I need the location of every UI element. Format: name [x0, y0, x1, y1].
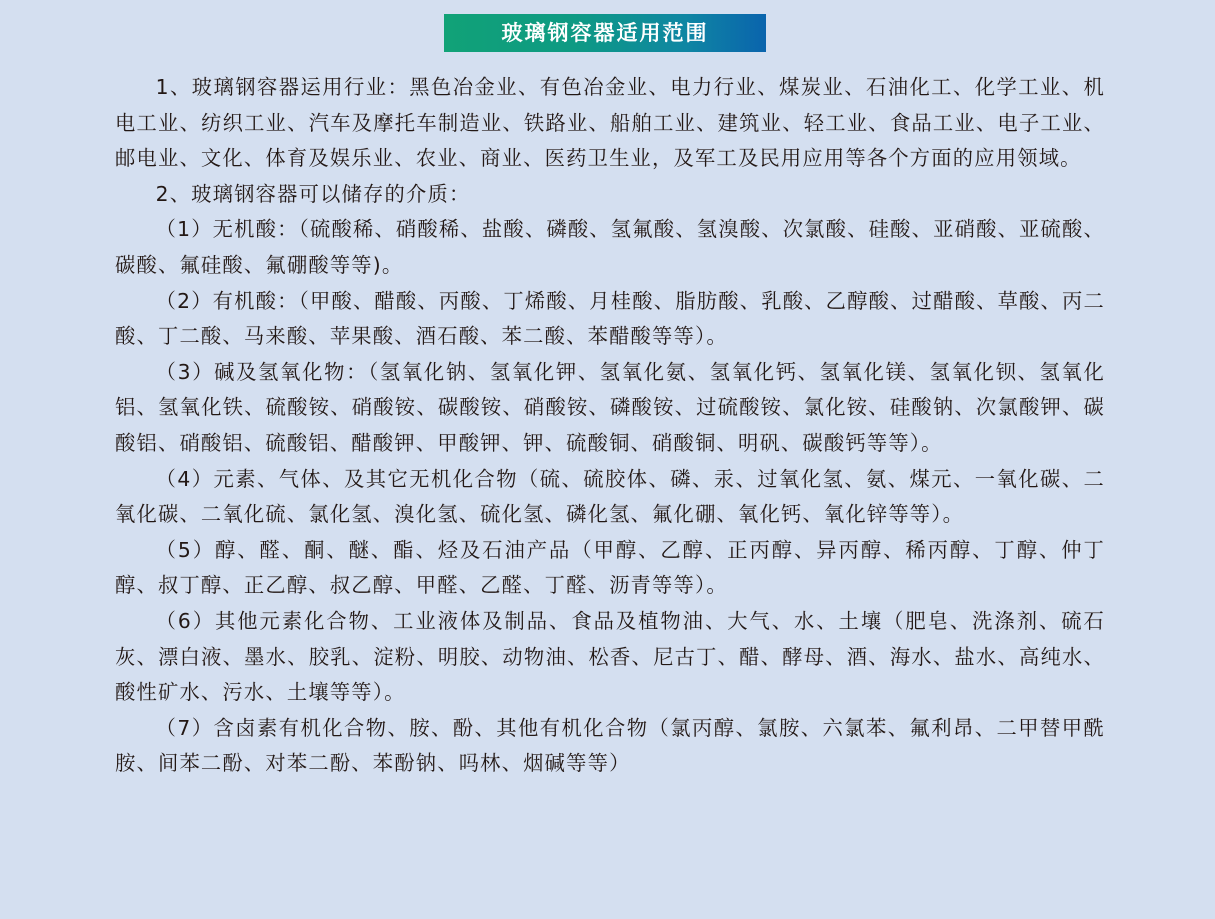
content-body	[115, 70, 1105, 782]
paragraph-alkalis: （3）碱及氢氧化物：（氢氧化钠、氢氧化钾、氢氧化氨、氢氧化钙、氢氧化镁、氢氧化钡、氢氧化铝、氢氧化铁、硫酸铵、硝酸铵、碳酸铵、硝酸铵、磷酸铵、过硫酸铵、氯化铵、硅酸钠、次氯酸钾、碳酸铝、硝酸铝、硫酸铝、醋酸钾、甲酸钾、钾、硫酸铜、硝酸铜、明矾、碳酸钙等等）。	[115, 359, 1105, 455]
paragraph-organic-acids: （2）有机酸：（甲酸、醋酸、丙酸、丁烯酸、月桂酸、脂肪酸、乳酸、乙醇酸、过醋酸、草酸、丙二酸、丁二酸、马来酸、苹果酸、酒石酸、苯二酸、苯醋酸等等）。	[115, 288, 1105, 349]
title-banner	[444, 14, 766, 52]
paragraph-alcohols-petroleum: （5）醇、醛、酮、醚、酯、烃及石油产品（甲醇、乙醇、正丙醇、异丙醇、稀丙醇、丁醇、仲丁醇、叔丁醇、正乙醇、叔乙醇、甲醛、乙醛、丁醛、沥青等等）。	[115, 537, 1105, 598]
paragraph-other-compounds: （6）其他元素化合物、工业液体及制品、食品及植物油、大气、水、土壤（肥皂、洗涤剂、硫石灰、漂白液、墨水、胶乳、淀粉、明胶、动物油、松香、尼古丁、醋、酵母、酒、海水、盐水、高纯水、酸性矿水、污水、土壤等等）。	[115, 608, 1105, 705]
paragraph-elements-gases: （4）元素、气体、及其它无机化合物（硫、硫胶体、磷、汞、过氧化氢、氨、煤元、一氧化碳、二氧化碳、二氧化硫、氯化氢、溴化氢、硫化氢、磷化氢、氟化硼、氧化钙、氧化锌等等）。	[115, 466, 1105, 527]
paragraph-inorganic-acids: （1）无机酸：（硫酸稀、硝酸稀、盐酸、磷酸、氢氟酸、氢溴酸、次氯酸、硅酸、亚硝酸、亚硫酸、碳酸、氟硅酸、氟硼酸等等)。	[115, 217, 1105, 277]
page-title: 玻璃钢容器适用范围	[501, 20, 709, 45]
paragraph-industries: 1、玻璃钢容器运用行业：黑色冶金业、有色冶金业、电力行业、煤炭业、石油化工、化学工业、机电工业、纺织工业、汽车及摩托车制造业、铁路业、船舶工业、建筑业、轻工业、食品工业、电子工业、邮电业、文化、体育及娱乐业、农业、商业、医药卫生业，及军工及民用应用等各个方面的应用领域。	[115, 75, 1105, 171]
paragraph-media-intro: 2、玻璃钢容器可以储存的介质：	[155, 181, 471, 206]
paragraph-halogen-compounds: （7）含卤素有机化合物、胺、酚、其他有机化合物（氯丙醇、氯胺、六氯苯、氟利昂、二甲替甲酰胺、间苯二酚、对苯二酚、苯酚钠、吗林、烟碱等等）	[115, 715, 1105, 776]
